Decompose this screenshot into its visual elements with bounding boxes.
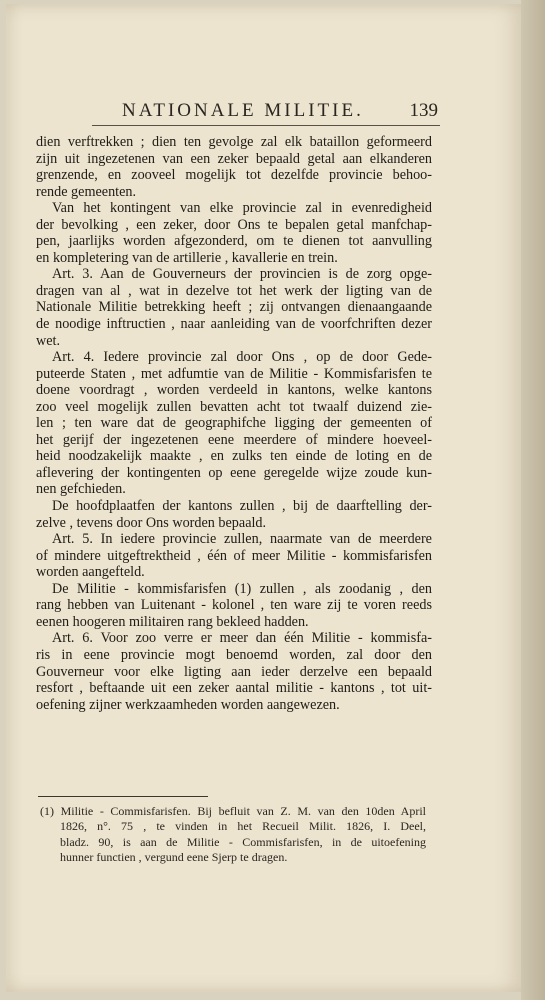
text-line: Art. 4. Iedere provincie zal door Ons , op de door Gede- xyxy=(52,349,432,366)
text-line: en kompletering van de artillerie , kavallerie en trein. xyxy=(36,249,338,266)
text-line: heid noodzakelijk maakte , en zulks ten einde de loting en de xyxy=(36,448,432,465)
text-line: De hoofdplaatfen der kantons zullen , bij de daarftelling der- xyxy=(52,498,432,515)
text-line: rang hebben van Luitenant - kolonel , ten ware zij te voren reeds xyxy=(36,597,432,614)
text-line: of mindere uitgeftrektheid , één of meer Militie - kommisfarisfen xyxy=(36,547,432,564)
footnotes xyxy=(40,804,426,866)
text-line: Van het kontingent van elke provincie zal in evenredigheid xyxy=(52,200,432,217)
text-line: rende gemeenten. xyxy=(36,183,137,200)
text-line: aflevering der kontingenten op eene geregelde wijze zoude kun- xyxy=(36,464,432,481)
text-line: eenen hoogeren militairen rang bekleed hadden. xyxy=(36,613,309,630)
text-line: wet. xyxy=(36,332,61,349)
page-edge xyxy=(521,0,545,1000)
text-line: pen, jaarlijks worden afgezonderd, om te dienen tot aanvulling xyxy=(36,233,432,250)
text-line: Art. 6. Voor zoo verre er meer dan één Militie - kommisfa- xyxy=(52,630,432,647)
footnote-line: (1) Militie - Commisfarisfen. Bij befluit van Z. M. van den 10den April xyxy=(40,804,426,818)
text-line: dien verftrekken ; dien ten gevolge zal elk bataillon geformeerd xyxy=(36,134,432,150)
text-line: der bevolking , een zeker, door Ons te bepalen getal manfchap- xyxy=(36,216,432,233)
header-rule xyxy=(92,125,440,126)
running-head: NATIONALE MILITIE. xyxy=(122,100,364,121)
text-line: oefening zijner werkzaamheden worden aangewezen. xyxy=(36,696,340,713)
footnote-line: 1826, n°. 75 , te vinden in het Recueil Milit. 1826, I. Deel, xyxy=(60,819,426,834)
text-line: zoo veel mogelijk zullen bevatten acht tot twaalf duizend zie- xyxy=(36,398,432,415)
text-line: het gerijf der ingezetenen eene meerdere of mindere hoeveel- xyxy=(36,431,432,448)
text-line: Nationale Militie betrekking heeft ; zij ontvangen dienaangaande xyxy=(36,299,432,316)
book-page xyxy=(6,4,526,992)
text-line: Art. 3. Aan de Gouverneurs der provincien is de zorg opge- xyxy=(52,266,432,283)
page-number: 139 xyxy=(409,100,438,121)
text-line: nen gefchieden. xyxy=(36,481,126,498)
text-line: zelve , tevens door Ons worden bepaald. xyxy=(36,514,267,531)
page-header xyxy=(98,100,438,126)
footnote-rule xyxy=(38,796,208,797)
text-line: de noodige inftructien , naar aanleiding van de voorfchriften dezer xyxy=(36,316,432,333)
text-line: grenzende, en zooveel mogelijk tot dezelfde provincie behoo- xyxy=(36,167,432,184)
footnote-line: hunner functien , vergund eene Sjerp te dragen. xyxy=(60,850,288,865)
text-line: puteerde Staten , met adfumtie van de Militie - Kommisfarisfen te xyxy=(36,365,432,382)
text-line: Art. 5. In iedere provincie zullen, naarmate van de meerdere xyxy=(52,531,432,548)
text-line: worden aangefteld. xyxy=(36,564,145,581)
text-line: len ; ten ware dat de geographifche ligging der gemeenten of xyxy=(36,415,432,432)
text-line: resfort , beftaande uit een zeker aantal militie - kantons , tot uit- xyxy=(36,680,432,697)
text-line: dragen van al , wat in dezelve tot het werk der ligting van de xyxy=(36,282,432,299)
footnote-line: bladz. 90, is aan de Militie - Commisfarisfen, in de uitoefening xyxy=(60,834,426,849)
text-line: Gouverneur voor elke ligting aan ieder derzelve een bepaald xyxy=(36,663,432,680)
text-line: doene voordragt , worden verdeeld in kantons, welke kantons xyxy=(36,382,432,399)
text-line: ris in eene provincie mogt benoemd worden, zal door den xyxy=(36,646,432,663)
body-text xyxy=(36,134,432,713)
text-line: zijn uit ingezetenen van een zeker bepaald getal aan elkanderen xyxy=(36,150,432,167)
text-line: De Militie - kommisfarisfen (1) zullen , als zoodanig , den xyxy=(52,580,432,597)
